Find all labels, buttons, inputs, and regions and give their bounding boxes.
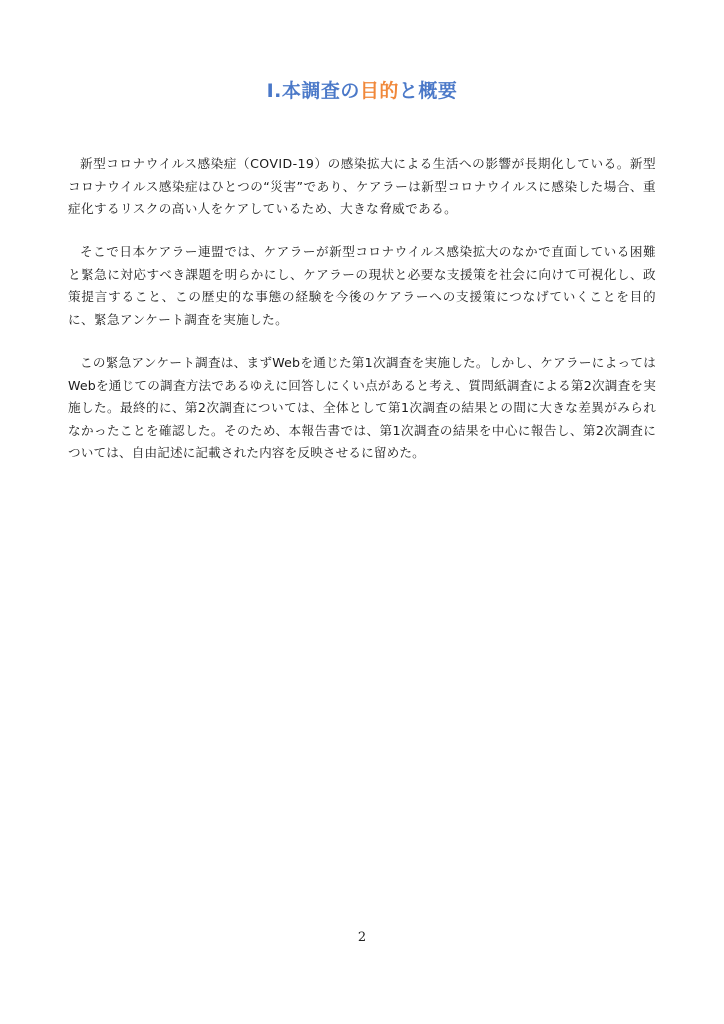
paragraph-purpose: そこで日本ケアラー連盟では、ケアラーが新型コロナウイルス感染拡大のなかで直面している困難と緊急に対応すべき課題を明らかにし、ケアラーの現状と必要な支援策を社会に向けて可視化し、政策提言すること、この歴史的な事態の経験を今後のケアラーへの支援策につなげていくことを目的に、緊急アンケート調査を実施した。 (68, 244, 656, 327)
paragraph-background: 新型コロナウイルス感染症（COVID-19）の感染拡大による生活への影響が長期化している。新型コロナウイルス感染症はひとつの“災害”であり、ケアラーは新型コロナウイルスに感染した場合、重症化するリスクの高い人をケアしているため、大きな脅威である。 (68, 156, 656, 216)
heading-suffix: と概要 (398, 80, 458, 102)
heading-accent: 目的 (359, 80, 399, 102)
page-number: 2 (357, 930, 367, 945)
heading-prefix: Ⅰ.本調査の (266, 80, 360, 102)
section-heading (0, 76, 724, 103)
paragraph-method: この緊急アンケート調査は、まずWebを通じた第1次調査を実施した。しかし、ケアラーによってはWebを通じての調査方法であるゆえに回答しにくい点があると考え、質問紙調査による第2次調査を実施した。最終的に、第2次調査については、全体として第1次調査の結果との間に大きな差異がみられなかったことを確認した。そのため、本報告書では、第1次調査の結果を中心に報告し、第2次調査については、自由記述に記載された内容を反映させるに留めた。 (68, 355, 656, 460)
